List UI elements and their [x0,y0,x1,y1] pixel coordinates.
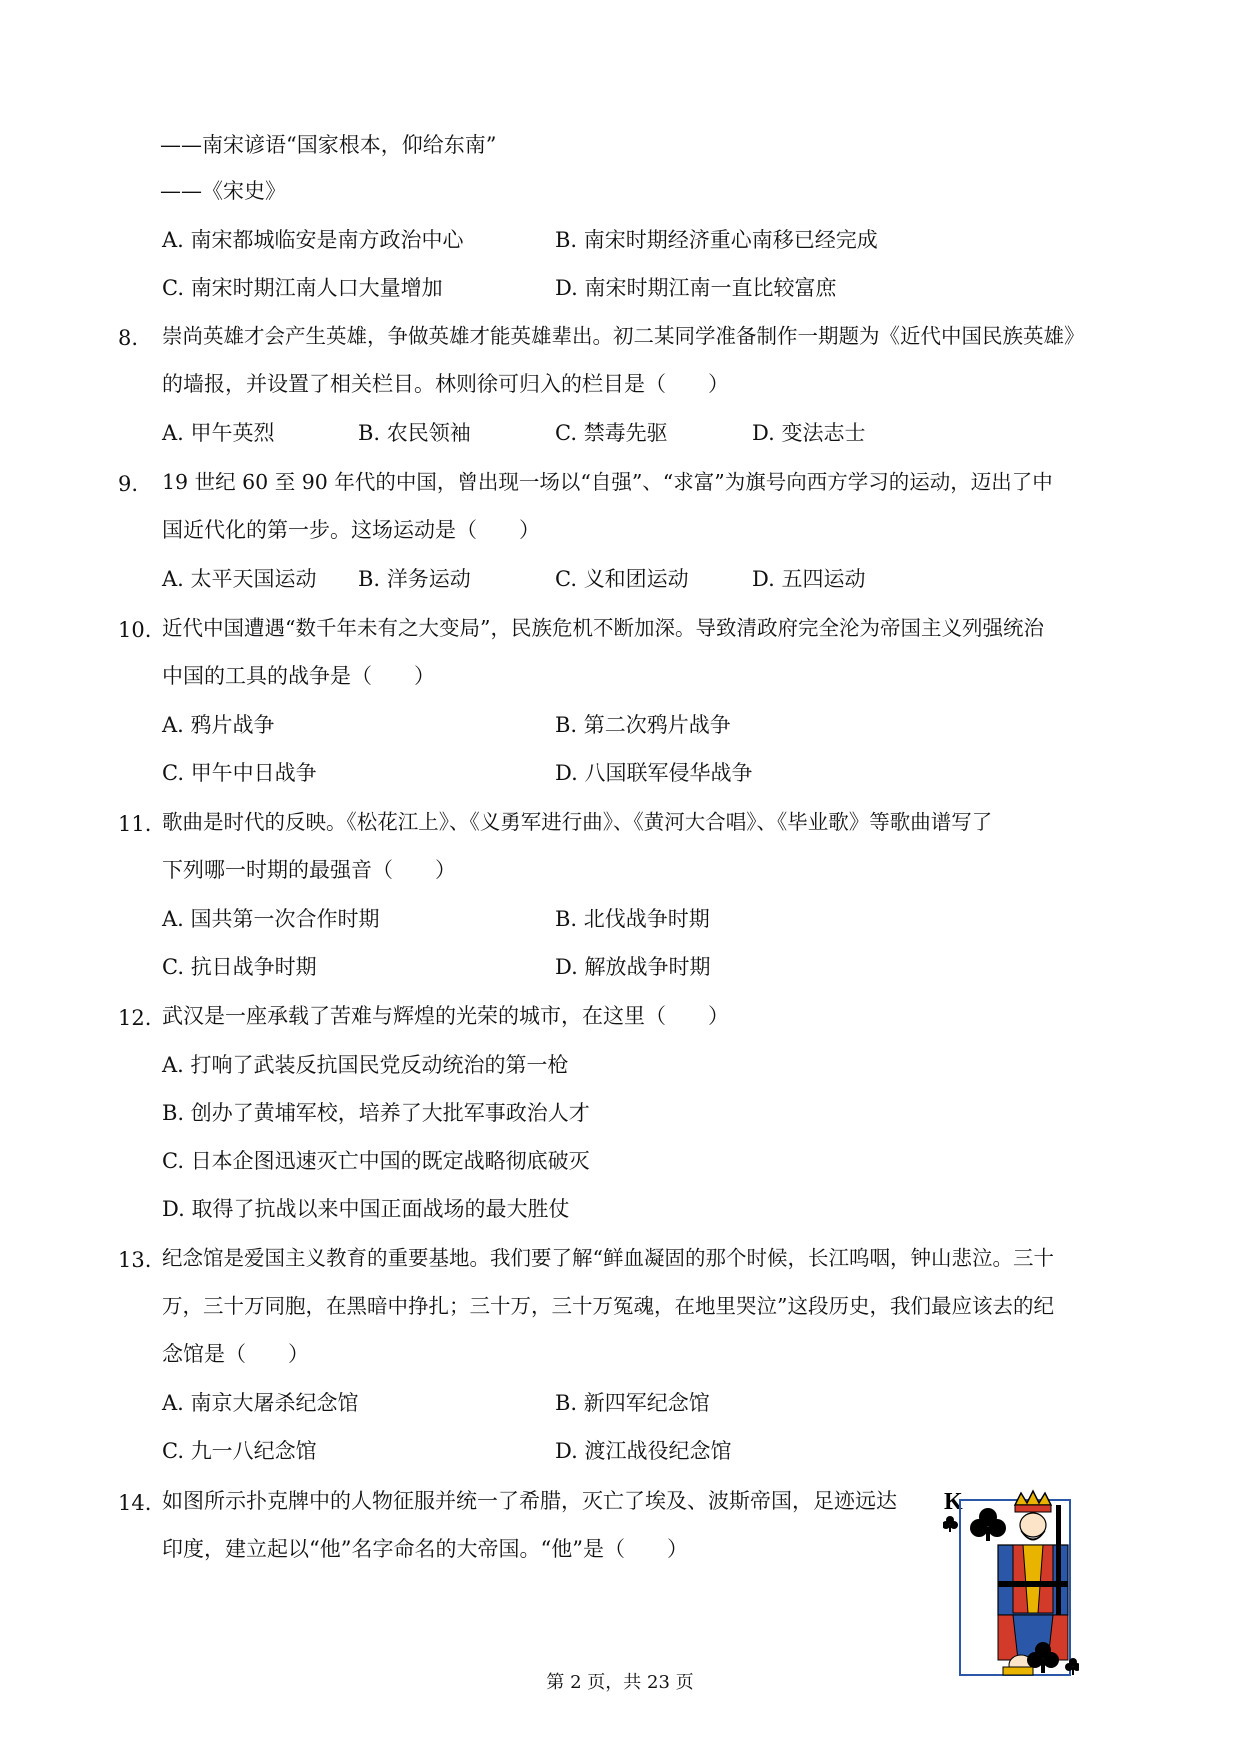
question-12-option-a: A. 打响了武装反抗国民党反动统治的第一枪 [162,1053,569,1077]
question-10-stem-line-2: 中国的工具的战争是（ ） [162,664,435,688]
question-12-stem-line-1: 武汉是一座承载了苦难与辉煌的光荣的城市，在这里（ ） [162,1004,729,1028]
page-footer: 第 2 页，共 23 页 [546,1672,694,1693]
question-12-option-d: D. 取得了抗战以来中国正面战场的最大胜仗 [162,1197,570,1221]
question-11-number: 11. [118,812,152,836]
question-9-option-a: A. 太平天国运动 [162,567,317,591]
question-8-option-d: D. 变法志士 [752,421,866,445]
question-10-option-c: C. 甲午中日战争 [162,761,317,785]
intro-option-a: A. 南宋都城临安是南方政治中心 [162,228,464,252]
question-13-stem-line-1: 纪念馆是爱国主义教育的重要基地。我们要了解“鲜血凝固的那个时候，长江呜咽，钟山悲泣。三十 [162,1246,1054,1270]
question-13-option-b: B. 新四军纪念馆 [555,1391,710,1415]
question-10-option-d: D. 八国联军侵华战争 [555,761,753,785]
question-12-option-c: C. 日本企图迅速灭亡中国的既定战略彻底破灭 [162,1149,590,1173]
question-8-option-b: B. 农民领袖 [358,421,471,445]
question-9-option-d: D. 五四运动 [752,567,866,591]
question-10-number: 10. [118,618,152,642]
question-9-option-b: B. 洋务运动 [358,567,471,591]
king-of-clubs-card-image [943,1485,1079,1677]
question-12-option-b: B. 创办了黄埔军校，培养了大批军事政治人才 [162,1101,590,1125]
question-13-number: 13. [118,1248,152,1272]
question-10-option-b: B. 第二次鸦片战争 [555,713,731,737]
question-9-stem-line-2: 国近代化的第一步。这场运动是（ ） [162,518,540,542]
question-14-number: 14. [118,1491,152,1515]
intro-option-d: D. 南宋时期江南一直比较富庶 [555,276,837,300]
question-13-option-c: C. 九一八纪念馆 [162,1439,317,1463]
quote-line-1: ——南宋谚语“国家根本，仰给东南” [160,133,497,157]
question-11-option-a: A. 国共第一次合作时期 [162,907,380,931]
card-rank: K [944,1489,963,1515]
question-8-stem-line-2: 的墙报，并设置了相关栏目。林则徐可归入的栏目是（ ） [162,372,729,396]
intro-option-b: B. 南宋时期经济重心南移已经完成 [555,228,878,252]
question-14-stem-line-2: 印度，建立起以“他”名字命名的大帝国。“他”是（ ） [162,1537,688,1561]
question-14-stem-line-1: 如图所示扑克牌中的人物征服并统一了希腊，灭亡了埃及、波斯帝国，足迹远达 [162,1489,897,1513]
question-9-number: 9. [118,472,139,496]
question-8-number: 8. [118,326,139,350]
intro-option-c: C. 南宋时期江南人口大量增加 [162,276,443,300]
question-8-stem-line-1: 崇尚英雄才会产生英雄，争做英雄才能英雄辈出。初二某同学准备制作一期题为《近代中国民族英雄》 [162,324,1085,348]
question-9-stem-line-1: 19 世纪 60 至 90 年代的中国，曾出现一场以“自强”、“求富”为旗号向西方学习的运动，迈出了中 [162,470,1053,494]
question-13-option-a: A. 南京大屠杀纪念馆 [162,1391,359,1415]
question-12-number: 12. [118,1006,152,1030]
crown-icon [1015,1491,1051,1512]
question-11-option-c: C. 抗日战争时期 [162,955,317,979]
question-13-stem-line-2: 万，三十万同胞，在黑暗中挣扎；三十万，三十万冤魂，在地里哭泣”这段历史，我们最应该去的纪 [162,1294,1054,1318]
question-11-option-d: D. 解放战争时期 [555,955,711,979]
question-10-option-a: A. 鸦片战争 [162,713,275,737]
question-8-option-a: A. 甲午英烈 [162,421,275,445]
question-9-option-c: C. 义和团运动 [555,567,689,591]
quote-line-2: ——《宋史》 [160,179,286,203]
question-13-option-d: D. 渡江战役纪念馆 [555,1439,732,1463]
question-13-stem-line-3: 念馆是（ ） [162,1342,309,1366]
question-11-stem-line-1: 歌曲是时代的反映。《松花江上》、《义勇军进行曲》、《黄河大合唱》、《毕业歌》等歌曲谱写了 [162,810,993,834]
question-10-stem-line-1: 近代中国遭遇“数千年未有之大变局”，民族危机不断加深。导致清政府完全沦为帝国主义列强统治 [162,616,1044,640]
question-11-option-b: B. 北伐战争时期 [555,907,710,931]
question-11-stem-line-2: 下列哪一时期的最强音（ ） [162,858,456,882]
question-8-option-c: C. 禁毒先驱 [555,421,668,445]
